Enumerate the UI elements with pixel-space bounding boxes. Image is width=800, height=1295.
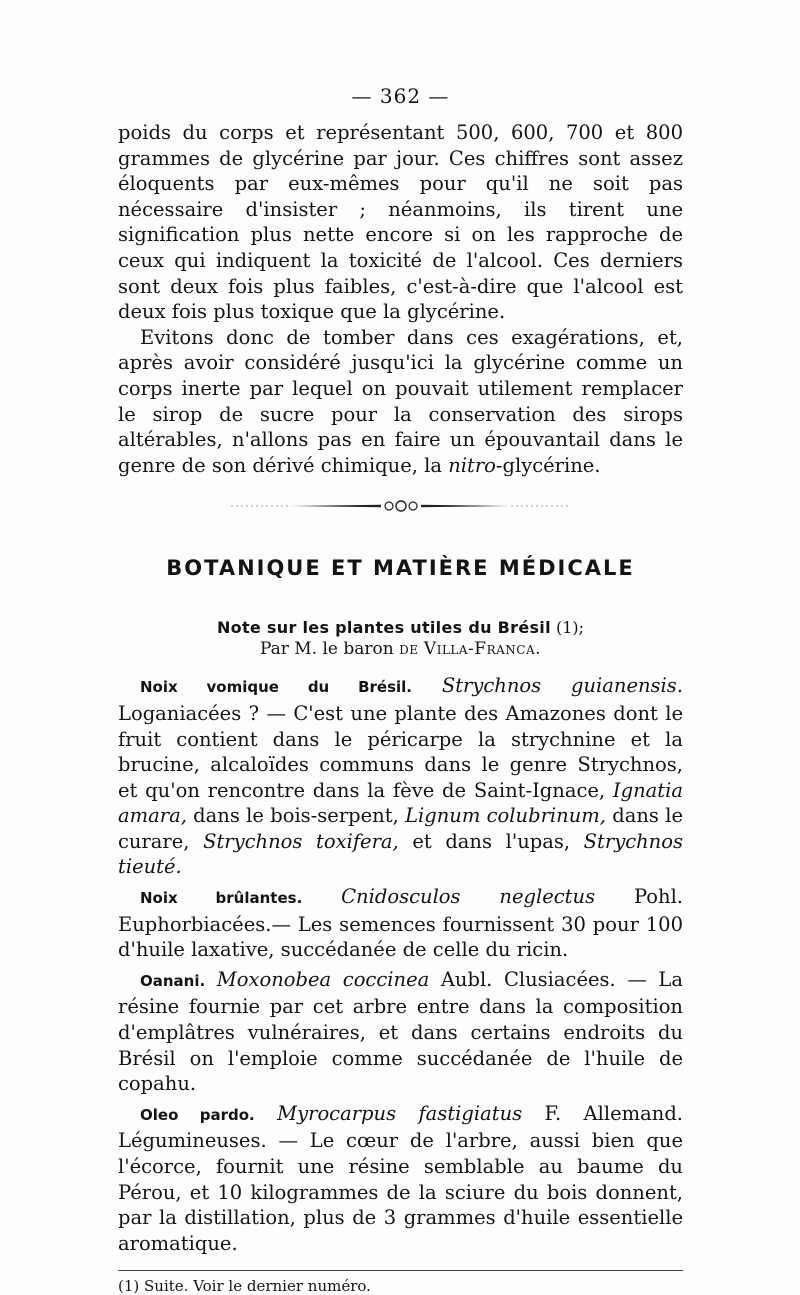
entry-text: dans le curare, [118,804,683,853]
entries-list [118,673,683,1256]
intro-paragraph-2-italic: nitro [448,453,496,477]
entry-paragraph [118,884,683,963]
footnote-rule [118,1270,683,1271]
entry-text [205,968,217,991]
entry-text: et dans l'upas, [398,829,584,853]
entry-paragraph [118,1101,683,1257]
entry-italic-text: Lignum colubrinum, [405,804,606,828]
entry-italic-text: Ignatia amara, [118,778,683,828]
entry-text [255,1102,277,1125]
byline [118,639,683,659]
entry-italic-text: Strychnos tieuté. [118,829,683,879]
intro-paragraph-1: poids du corps et représentant 500, 600, 700 et 800 grammes de glycérine par jour. Ces chiffres sont assez éloquents par eux-mêmes pour qu'il ne soit pas nécessaire d'insister ; néanmoins, ils tirent une signification plus nette encore si on les rapproche de ceux qui indiquent la toxicité de l'alcool. Ces derniers sont deux fois plus faibles, c'est-à-dire que l'alcool est deux fois plus toxique que la glycérine. [118,121,683,324]
entry-lead: Oleo pardo. [140,1105,255,1124]
entry-paragraph [118,967,683,1097]
entry-text: Loganiacées ? — C'est une plante des Amazones dont le fruit contient dans le péricarpe la strychnine et la brucine, alcaloïdes communs dans le genre Strychnos, et qu'on rencontre dans la fève de Saint-Ignace, [118,701,683,802]
section-title: BOTANIQUE ET MATIÈRE MÉDICALE [166,556,635,581]
byline-particle: de [399,639,419,660]
entry-italic-text: Strychnos toxifera, [203,829,399,853]
entry-lead: Noix vomique du Brésil. [140,678,413,697]
entry-italic-text: Cnidosculos neglectus [341,885,596,909]
article-title [118,618,683,637]
entry-italic-text: Strychnos guianensis. [441,674,683,698]
article-title-text: Note sur les plantes utiles du Brésil [216,618,551,638]
entry-paragraph [118,673,683,880]
entry-text: dans le bois-serpent, [186,804,406,828]
entry-text: Pohl. Euphorbiacées.— Les semences fournissent 30 pour 100 d'huile laxative, succédanée de celle du ricin. [118,885,684,962]
entry-lead: Noix brûlantes. [140,889,303,908]
entry-lead: Oanani. [140,971,206,990]
article-title-footnote-ref: (1); [550,618,584,638]
ornament-divider-icon [231,500,571,512]
byline-prefix: Par M. le baron [259,639,400,660]
entry-text: F. Allemand. Légumineuses. — Le cœur de l'arbre, aussi bien que l'écorce, fournit une résine semblable au baume du Pérou, et 10 kilogrammes de la sciure du bois donnent, par la distillation, plus de 3 grammes d'huile essentielle aromatique. [118,1101,684,1255]
entry-italic-text: Moxonobea coccinea [216,967,430,991]
intro-paragraph-2-text: Evitons donc de tomber dans ces exagérations, et, après avoir considéré jusqu'ici la glycérine comme un corps inerte par lequel on pouvait utilement remplacer le sirop de sucre pour la conservation des sirops altérables, n'allons pas en faire un épouvantail dans le genre de son dérivé chimique, la [118,325,683,477]
intro-paragraph-2 [118,325,683,479]
entry-text [412,674,442,697]
page [118,84,683,1295]
entry-text [302,885,341,908]
intro-paragraph-2-end: -glycérine. [495,453,601,477]
page-number: — 362 — [351,84,450,108]
entry-text: Aubl. Clusiacées. — La résine fournie par cet arbre entre dans la composition d'emplâtres vulnéraires, et dans certains endroits du Brésil on l'emploie comme succédanée de l'huile de copahu. [118,967,683,1096]
footnote: (1) Suite. Voir le dernier numéro. [118,1277,371,1295]
byline-author: Villa-Franca. [423,639,542,660]
entry-italic-text: Myrocarpus fastigiatus [277,1101,523,1125]
section-ornament [231,500,571,512]
